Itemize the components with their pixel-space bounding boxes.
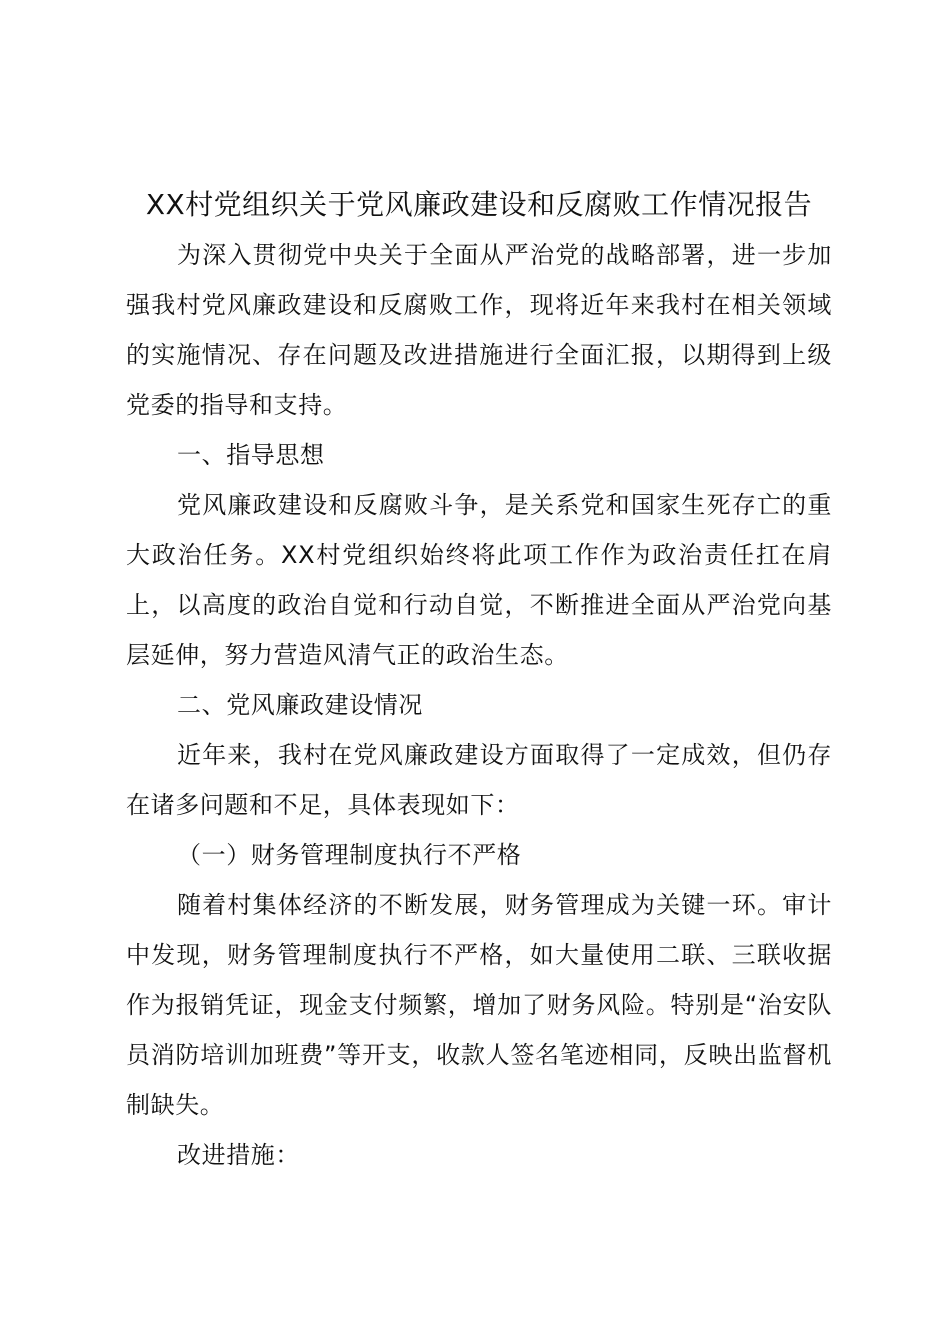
improvement-measures-label: 改进措施： <box>177 1141 300 1169</box>
section-heading-party-conduct: 二、党风廉政建设情况 <box>177 691 423 719</box>
finance-paragraph: 随着村集体经济的不断发展，财务管理成为关键一环。审计中发现，财务管理制度执行不严格，如大量使用二联、三联收据作为报销凭证，现金支付频繁，增加了财务风险。特别是“治安队员消防培训加班费”等开支，收款人签名笔迹相同，反映出监督机制缺失。 <box>126 891 832 1119</box>
document-title: XX村党组织关于党风廉政建设和反腐败工作情况报告 <box>145 188 813 221</box>
subsection-heading-finance: （一）财务管理制度执行不严格 <box>177 841 522 869</box>
document-body <box>126 180 832 1180</box>
party-conduct-paragraph: 近年来，我村在党风廉政建设方面取得了一定成效，但仍存在诸多问题和不足，具体表现如下： <box>126 741 832 819</box>
section-heading-guiding-ideology: 一、指导思想 <box>177 441 325 469</box>
guiding-ideology-paragraph: 党风廉政建设和反腐败斗争，是关系党和国家生死存亡的重大政治任务。XX村党组织始终将此项工作作为政治责任扛在肩上，以高度的政治自觉和行动自觉，不断推进全面从严治党向基层延伸，努力营造风清气正的政治生态。 <box>126 491 832 669</box>
intro-paragraph: 为深入贯彻党中央关于全面从严治党的战略部署，进一步加强我村党风廉政建设和反腐败工作，现将近年来我村在相关领域的实施情况、存在问题及改进措施进行全面汇报，以期得到上级党委的指导和支持。 <box>126 241 832 419</box>
